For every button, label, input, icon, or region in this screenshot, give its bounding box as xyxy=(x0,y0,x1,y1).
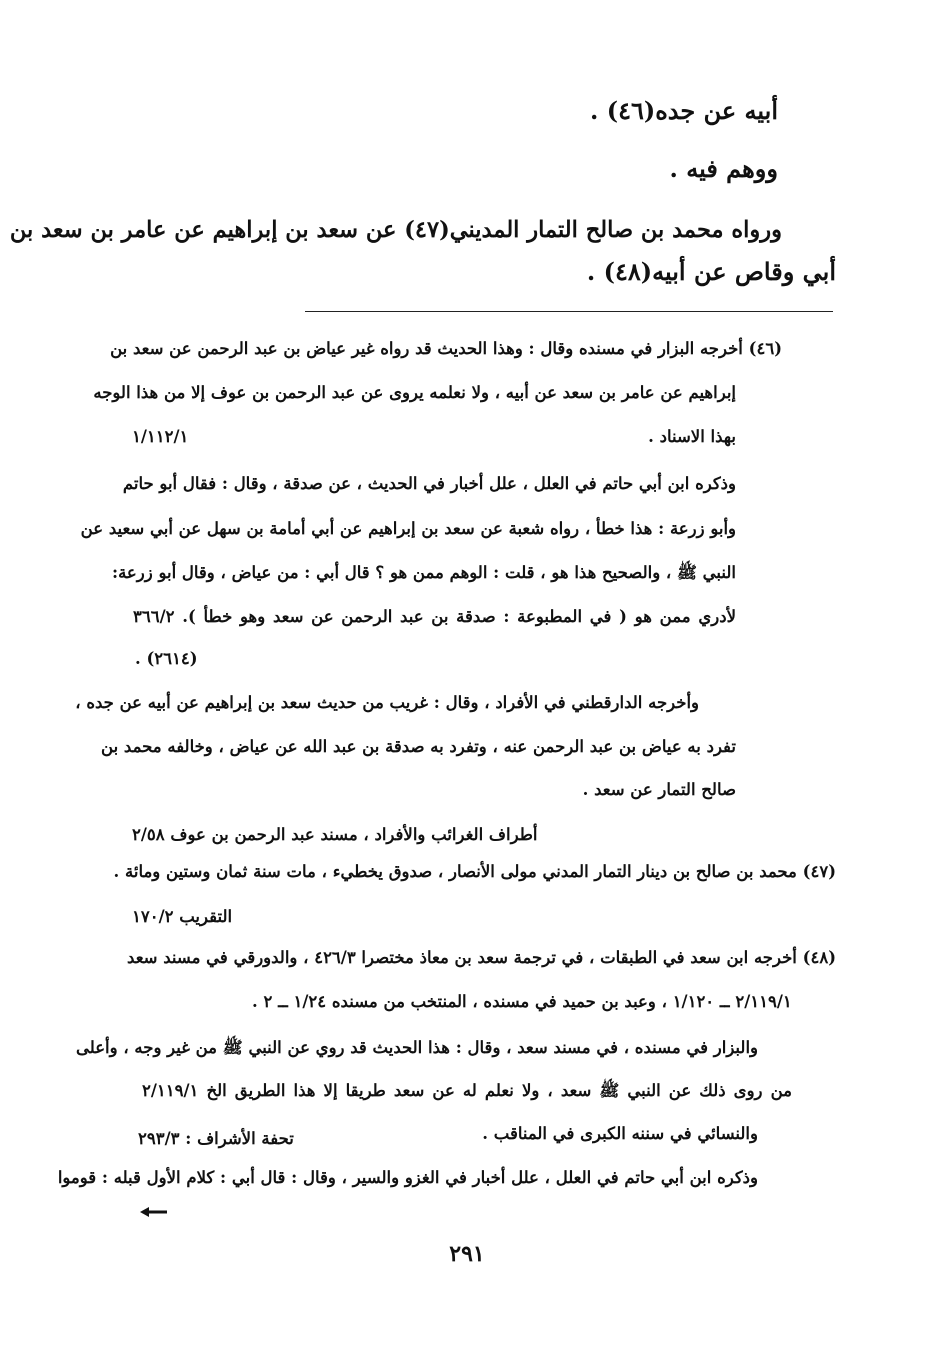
fn46-line-12: أطراف الغرائب والأفراد ، مسند عبد الرحمن بن عوف ٢/٥٨ xyxy=(132,825,538,844)
fn48-line-6: وذكره ابن أبي حاتم في العلل ، علل أخبار في الغزو والسير ، وقال : قال أبي : كلام الأول قبله : قوموا xyxy=(57,1168,758,1187)
fn46-line-10: تفرد به عياض بن عبد الرحمن عنه ، وتفرد به صدقة بن عبد الله عن عياض ، وخالفه محمد بن xyxy=(101,737,736,756)
footnote-separator xyxy=(305,311,833,312)
main-line-1: أبيه عن جده(٤٦) . xyxy=(590,96,778,125)
fn46-reference-1: ١/١١٢/١ xyxy=(132,427,189,446)
fn48-line-4: من روى ذلك عن النبي ﷺ سعد ، ولا نعلم له عن سعد طريقا إلا هذا الطريق الخ ٢/١١٩/١ xyxy=(142,1081,792,1100)
fn48-line-3: والبزار في مسنده ، في مسند سعد ، وقال : هذا الحديث قد روي عن النبي ﷺ من غير وجه ، وأعلى xyxy=(75,1038,758,1057)
main-line-4: أبي وقاص عن أبيه(٤٨) . xyxy=(586,257,836,286)
continuation-arrow-icon xyxy=(140,1205,168,1219)
fn48-line-2: ٢/١١٩/١ ــ ١/١٢٠ ، وعبد بن حميد في مسنده ، المنتخب من مسنده ١/٢٤ ــ ٢ . xyxy=(252,992,792,1011)
fn48-line-5: والنسائي في سننه الكبرى في المناقب . xyxy=(482,1124,758,1143)
fn46-line-11: صالح التمار عن سعد . xyxy=(582,780,736,799)
fn47-line-2: التقريب ١٧٠/٢ xyxy=(132,907,233,926)
fn46-line-2: إبراهيم عن عامر بن سعد عن أبيه ، ولا نعلمه يروى عن عبد الرحمن بن عوف إلا من هذا الوجه xyxy=(93,383,736,402)
page-number: ٢٩١ xyxy=(449,1241,485,1267)
main-line-2: ووهم فيه . xyxy=(669,154,778,183)
fn46-line-3: بهذا الاسناد . xyxy=(648,427,736,446)
fn46-line-7: لأدري ممن هو ( في المطبوعة : صدقة بن عبد الرحمن عن سعد وهو خطأ ). ٣٦٦/٢ xyxy=(133,607,736,626)
fn46-line-8: (٢٦١٤) . xyxy=(135,649,198,668)
fn46-line-1: (٤٦) أخرجه البزار في مسنده وقال : وهذا الحديث قد رواه غير عياض بن عبد الرحمن عن سعد بن xyxy=(110,339,782,358)
fn48-reference-5: تحفة الأشراف : ٢٩٣/٣ xyxy=(138,1129,294,1148)
fn48-line-1: (٤٨) أخرجه ابن سعد في الطبقات ، في ترجمة سعد بن معاذ مختصرا ٤٢٦/٣ ، والدورقي في مسند سعد xyxy=(127,948,836,967)
fn46-line-4: وذكره ابن أبي حاتم في العلل ، علل أخبار في الحديث ، عن صدقة ، وقال : فقال أبو حاتم xyxy=(122,474,736,493)
fn46-line-6: النبي ﷺ ، والصحيح هذا هو ، قلت : الوهم ممن هو ؟ قال أبي : من عياض ، وقال أبو زرعة: xyxy=(112,563,736,582)
fn47-line-1: (٤٧) محمد بن صالح بن دينار التمار المدني مولى الأنصار ، صدوق يخطيء ، مات سنة ثمان وستين ومائة . xyxy=(113,862,836,881)
main-line-3: ورواه محمد بن صالح التمار المديني(٤٧) عن سعد بن إبراهيم عن عامر بن سعد بن xyxy=(9,217,782,243)
fn46-line-9: وأخرجه الدارقطني في الأفراد ، وقال : غريب من حديث سعد بن إبراهيم عن أبيه عن جده ، xyxy=(75,693,699,712)
fn46-line-5: وأبو زرعة : هذا خطأ ، رواه شعبة عن سعد بن إبراهيم عن أبي أمامة بن سهل عن أبي سعيد عن xyxy=(80,519,736,538)
